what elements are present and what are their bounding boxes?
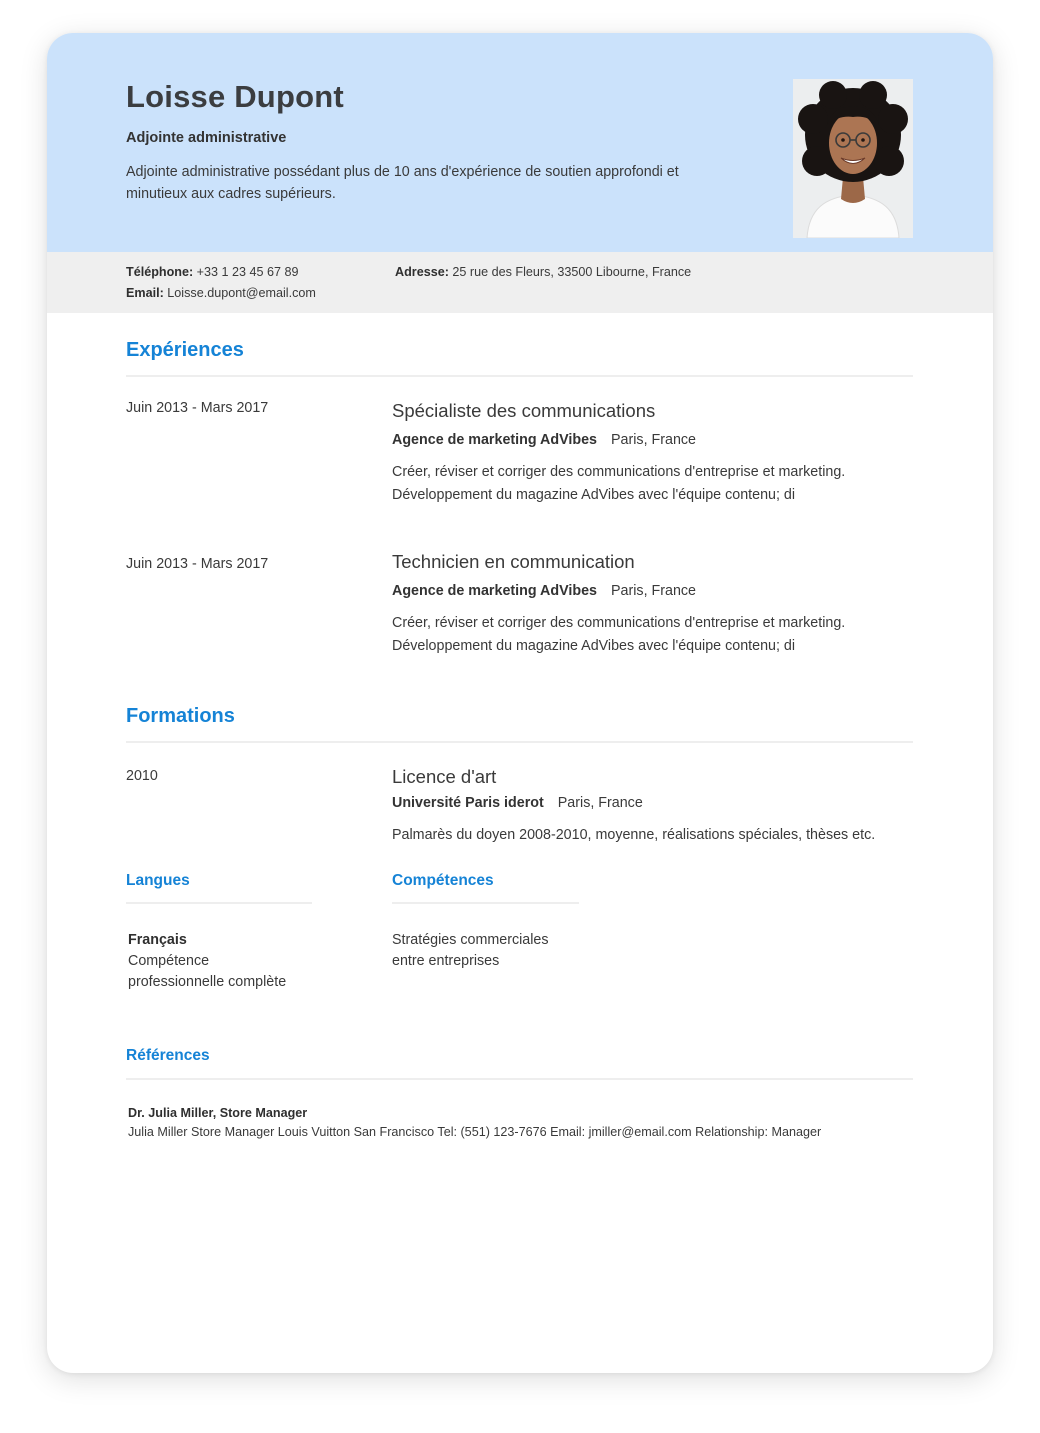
portrait-image [793, 79, 913, 238]
experience-role: Spécialiste des communications [392, 400, 656, 421]
resume-header [47, 33, 993, 252]
language-name: Français [128, 932, 187, 948]
experience-location: Paris, France [611, 432, 697, 448]
reference-name: Dr. Julia Miller, Store Manager [128, 1106, 308, 1120]
experience-meta [392, 432, 696, 448]
address-value: 25 rue des Fleurs, 33500 Libourne, France [452, 265, 692, 279]
references-heading: Références [126, 1047, 210, 1064]
experiences-heading: Expériences [126, 339, 244, 361]
language-level-line: professionnelle complète [128, 974, 287, 990]
section-divider [126, 741, 913, 743]
summary-line: Adjointe administrative possédant plus de 10 ans d'expérience de soutien approfondi et [126, 164, 679, 180]
reference-details: Julia Miller Store Manager Louis Vuitton San Francisco Tel: (551) 123-7676 Email: jmiller@email.com Relationship: Manager [128, 1125, 822, 1139]
description-line: Développement du magazine AdVibes avec l'équipe contenu; di [392, 637, 796, 654]
profile-summary [126, 161, 726, 205]
skill-line: entre entreprises [392, 953, 500, 969]
description-line: Créer, réviser et corriger des communications d'entreprise et marketing. [392, 615, 846, 631]
address-label: Adresse: [395, 265, 449, 279]
experience-dates: Juin 2013 - Mars 2017 [126, 556, 269, 572]
experience-company: Agence de marketing AdVibes [392, 583, 597, 599]
section-divider [126, 1078, 913, 1080]
email-value: Loisse.dupont@email.com [167, 286, 316, 300]
formation-school: Université Paris iderot [392, 795, 544, 811]
address-line [395, 265, 691, 279]
experience-description [392, 461, 912, 506]
langues-heading: Langues [126, 872, 190, 889]
job-title: Adjointe administrative [126, 130, 287, 146]
experience-dates: Juin 2013 - Mars 2017 [126, 400, 269, 416]
formation-year: 2010 [126, 768, 158, 784]
experience-description [392, 612, 912, 657]
section-divider [126, 375, 913, 377]
resume-card [47, 33, 993, 1373]
email-label: Email: [126, 286, 164, 300]
skill-block [392, 930, 549, 972]
phone-label: Téléphone: [126, 265, 194, 279]
skill-line: Stratégies commerciales [392, 932, 549, 948]
email-line [126, 286, 316, 300]
phone-line [126, 265, 299, 279]
candidate-name: Loisse Dupont [126, 79, 344, 114]
phone-value: +33 1 23 45 67 89 [196, 265, 299, 279]
experience-meta [392, 583, 696, 599]
formation-location: Paris, France [557, 795, 643, 811]
summary-line: minutieux aux cadres supérieurs. [126, 186, 336, 202]
description-line: Développement du magazine AdVibes avec l'équipe contenu; di [392, 486, 796, 503]
section-divider [126, 902, 312, 904]
language-block [128, 930, 286, 993]
formation-degree: Licence d'art [392, 766, 497, 787]
formation-description: Palmarès du doyen 2008-2010, moyenne, réalisations spéciales, thèses etc. [392, 827, 876, 843]
description-line: Créer, réviser et corriger des communications d'entreprise et marketing. [392, 464, 846, 480]
experience-role: Technicien en communication [392, 551, 635, 572]
experience-company: Agence de marketing AdVibes [392, 432, 597, 448]
profile-photo [793, 79, 913, 238]
formation-meta [392, 795, 643, 811]
formations-heading: Formations [126, 705, 235, 727]
competences-heading: Compétences [392, 872, 494, 889]
experience-location: Paris, France [611, 583, 697, 599]
contact-bar [47, 252, 993, 313]
language-level-line: Compétence [128, 953, 210, 969]
section-divider [392, 902, 579, 904]
